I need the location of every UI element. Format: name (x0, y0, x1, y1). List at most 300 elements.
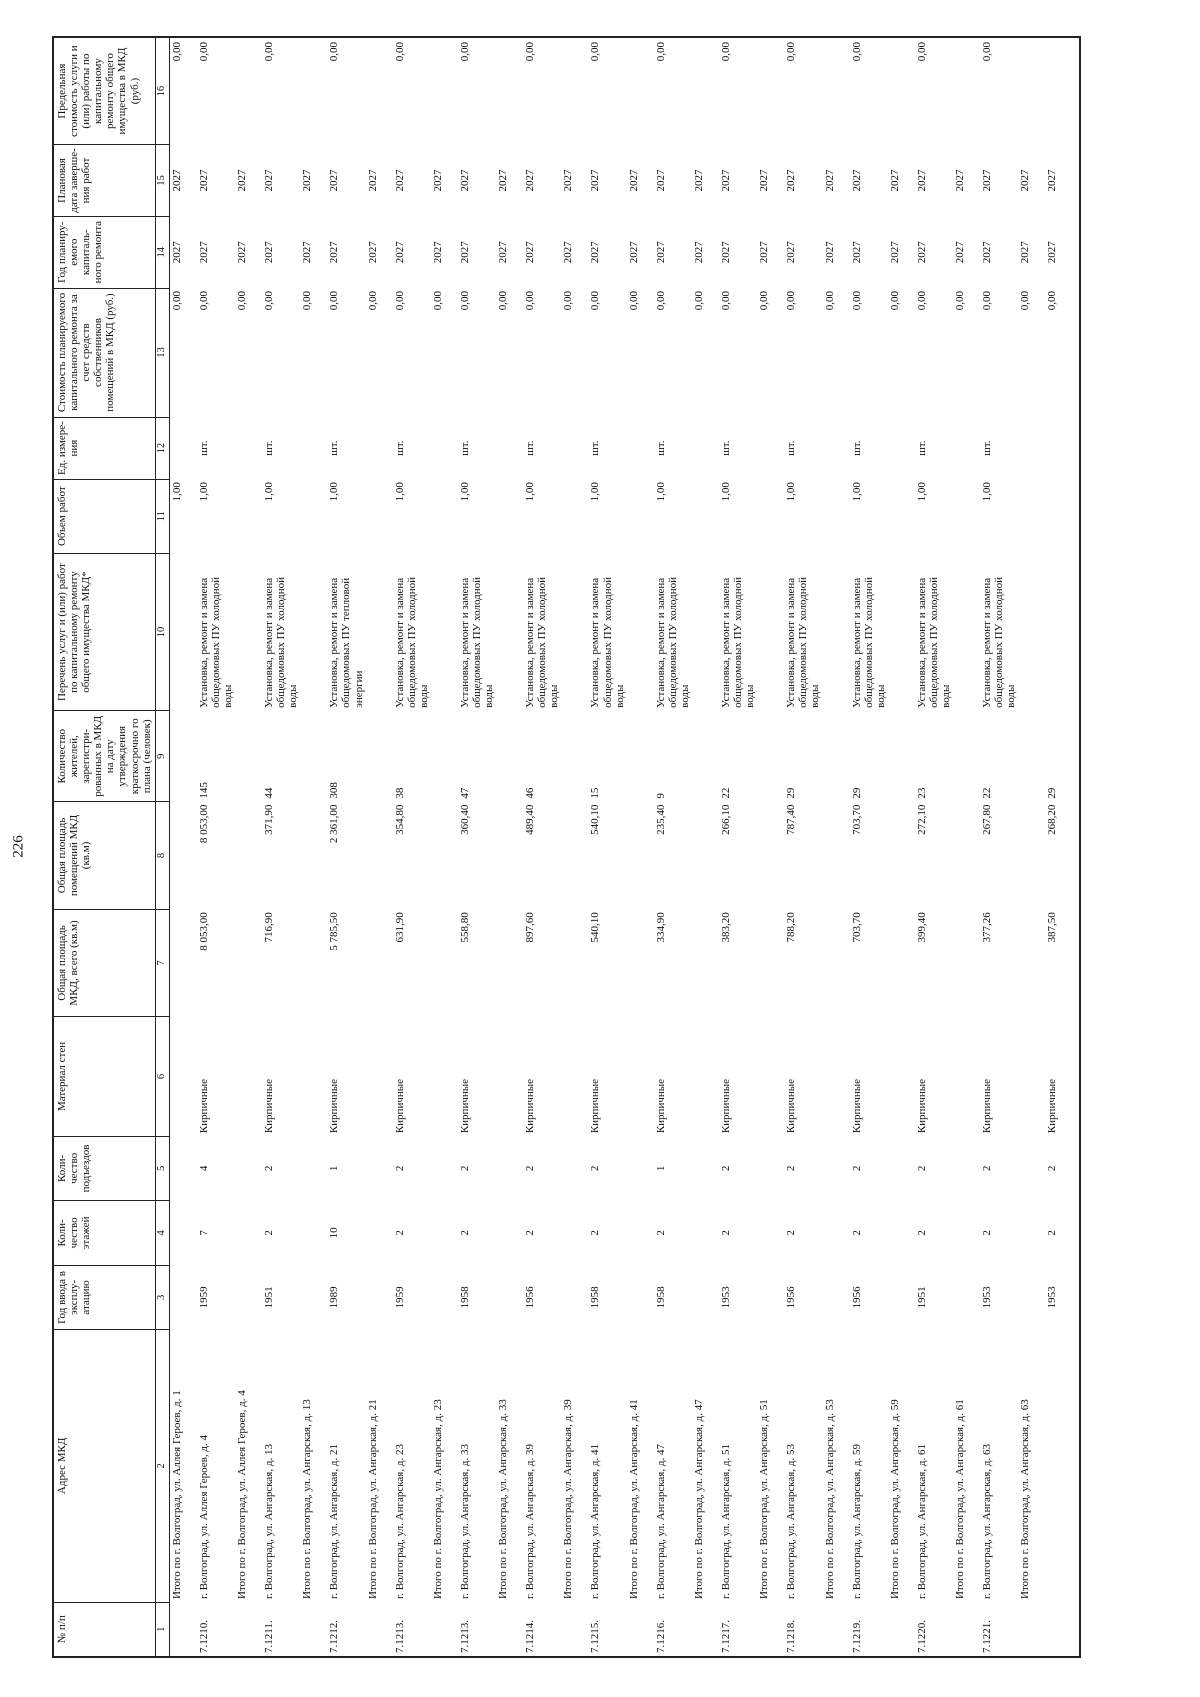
cell-residents: 308 (328, 782, 341, 799)
cell-entrances (692, 1136, 719, 1201)
cell-year-built: 1989 (328, 1286, 341, 1309)
cell-wall-material (823, 1017, 850, 1136)
cell-repair-year: 2027 (1019, 241, 1032, 264)
cell-floors: 2 (915, 1230, 928, 1236)
cell-num: 7.1217. (719, 1602, 757, 1657)
cell-work-list: Установка, ремонт и замена общедомовых ПУ холодной воды (720, 576, 757, 708)
total-row (300, 37, 327, 1657)
cell-volume (888, 479, 915, 553)
cell-cost: 0,00 (263, 291, 276, 311)
cell-work-list (888, 553, 915, 711)
cell-num (1045, 1602, 1080, 1657)
cell-area-rooms: 267,80 (981, 804, 994, 835)
cell-work-list (823, 553, 850, 711)
cell-wall-material: Кирпичные (720, 1078, 732, 1134)
cell-address: г. Волгоград, ул. Ангарская, д. 61 (915, 1444, 928, 1600)
cell-unit (300, 417, 327, 479)
cell-year-built: 1959 (197, 1286, 210, 1309)
cell-entrances (300, 1136, 327, 1201)
cell-address: г. Волгоград, ул. Ангарская, д. 53 (785, 1444, 798, 1600)
cell-wall-material (1018, 1017, 1045, 1136)
table-row (1045, 37, 1080, 1657)
table-row (915, 37, 953, 1657)
cell-wall-material: Кирпичные (458, 1078, 471, 1134)
cell-area-rooms: 489,40 (524, 804, 537, 835)
cell-repair-year: 2027 (524, 241, 537, 264)
cell-volume (496, 479, 523, 553)
cell-num: 7.1215. (588, 1602, 626, 1657)
cell-num: 7.1220. (915, 1602, 953, 1657)
cell-year-built: 1951 (263, 1286, 276, 1309)
cell-address: г. Волгоград, ул. Ангарская, д. 63 (981, 1444, 994, 1600)
cell-repair-year: 2027 (197, 241, 210, 264)
cell-cost: 0,00 (366, 291, 379, 311)
cell-volume: 1,00 (785, 482, 798, 502)
cell-limit-cost (823, 37, 850, 145)
cell-residents: 44 (263, 787, 276, 799)
cell-unit (1045, 417, 1080, 479)
cell-cost: 0,00 (693, 291, 705, 311)
cell-cost: 0,00 (393, 291, 406, 311)
cell-limit-cost (757, 37, 784, 145)
cell-residents (496, 711, 523, 802)
cell-residents (888, 711, 915, 802)
cell-residents: 47 (458, 787, 471, 799)
cell-address: г. Волгоград, ул. Ангарская, д. 21 (328, 1444, 341, 1600)
cell-address: Итого по г. Волгоград, ул. Ангарская, д. 51 (758, 1399, 771, 1600)
cell-work-list (300, 553, 327, 711)
cell-end-date: 2027 (562, 169, 575, 192)
cell-area-rooms (366, 802, 393, 910)
cell-area-total: 540,10 (589, 912, 602, 943)
cell-area-rooms: 787,40 (785, 804, 798, 835)
cell-cost: 0,00 (431, 291, 444, 311)
cell-volume: 1,00 (915, 482, 928, 502)
column-header-1: № п/п (53, 1602, 155, 1657)
cell-floors (953, 1201, 980, 1266)
cell-num (561, 1602, 588, 1657)
cell-floors: 7 (197, 1230, 210, 1236)
cell-area-rooms (823, 802, 850, 910)
cell-year-built: 1953 (1045, 1265, 1080, 1330)
table-row (393, 37, 431, 1657)
cell-area-total: 631,90 (393, 912, 406, 943)
cell-wall-material: Кирпичные (1045, 1017, 1080, 1136)
cell-cost: 0,00 (1045, 288, 1080, 417)
cell-wall-material (561, 1017, 588, 1136)
cell-unit (169, 417, 197, 479)
cell-end-date: 2027 (758, 169, 771, 192)
cell-entrances (1018, 1136, 1045, 1201)
total-row (823, 37, 850, 1657)
cell-unit (235, 417, 262, 479)
cell-cost: 0,00 (301, 291, 314, 311)
total-row (235, 37, 262, 1657)
column-header-14: Год планиру-емого капиталь-ного ремонта (53, 216, 155, 288)
cell-area-total (888, 909, 915, 1017)
cell-limit-cost: 0,00 (262, 37, 300, 145)
cell-end-date: 2027 (524, 169, 537, 192)
cell-area-total: 788,20 (785, 912, 798, 943)
cell-work-list: Установка, ремонт и замена общедомовых ПУ холодной воды (263, 576, 300, 708)
table-row (458, 37, 496, 1657)
cell-residents (757, 711, 784, 802)
column-header-5: Коли-чество подъездов (53, 1136, 155, 1201)
cell-floors: 10 (328, 1227, 341, 1239)
column-number-8: 8 (155, 802, 169, 910)
cell-num: 7.1221. (980, 1602, 1018, 1657)
cell-repair-year: 2027 (888, 241, 901, 264)
column-number-4: 4 (155, 1201, 169, 1266)
cell-entrances: 2 (589, 1165, 602, 1172)
cell-area-total: 5 785,50 (328, 912, 341, 951)
cell-year-built (366, 1265, 393, 1330)
table-row (523, 37, 561, 1657)
column-header-11: Объем работ (53, 479, 155, 553)
cell-year-built (1018, 1265, 1045, 1330)
cell-num: 7.1210. (197, 1602, 235, 1657)
cell-unit (1018, 417, 1045, 479)
cell-limit-cost: 0,00 (523, 37, 561, 145)
cell-num (496, 1602, 523, 1657)
total-row (627, 37, 654, 1657)
cell-area-total (757, 909, 784, 1017)
cell-address: г. Волгоград, ул. Ангарская, д. 51 (720, 1444, 732, 1600)
cell-limit-cost (692, 37, 719, 145)
cell-cost: 0,00 (850, 291, 863, 311)
cell-end-date: 2027 (785, 169, 798, 192)
cell-unit: шт. (654, 440, 667, 456)
cell-area-total (496, 909, 523, 1017)
cell-repair-year: 2027 (328, 241, 341, 264)
cell-end-date: 2027 (850, 169, 863, 192)
cell-work-list: Установка, ремонт и замена общедомовых ПУ холодной воды (589, 576, 626, 708)
column-number-row (155, 37, 169, 1657)
cell-work-list: Установка, ремонт и замена общедомовых ПУ холодной воды (981, 576, 1018, 708)
cell-year-built: 1953 (981, 1286, 994, 1309)
cell-area-total: 387,50 (1045, 909, 1080, 1017)
column-number-16: 16 (155, 37, 169, 145)
column-header-6: Материал стен (53, 1017, 155, 1136)
cell-residents (561, 711, 588, 802)
cell-cost: 0,00 (758, 291, 771, 311)
cell-area-total (561, 909, 588, 1017)
cell-unit (823, 417, 850, 479)
column-header-9: Количество жителей, зарегистри-рованных в МКД на дату утверждения краткосрочно го плана (человек) (53, 711, 155, 802)
cell-year-built (692, 1265, 719, 1330)
cell-num (169, 1602, 197, 1657)
cell-cost: 0,00 (785, 291, 798, 311)
column-header-15: Плановая дата заверше-ния работ (53, 145, 155, 217)
cell-floors (561, 1201, 588, 1266)
cell-year-built (888, 1265, 915, 1330)
cell-wall-material (300, 1017, 327, 1136)
cell-entrances (366, 1136, 393, 1201)
cell-year-built (561, 1265, 588, 1330)
cell-cost: 0,00 (589, 291, 602, 311)
cell-address: г. Волгоград, ул. Ангарская, д. 47 (654, 1444, 667, 1600)
cell-volume: 1,00 (981, 482, 994, 502)
cell-end-date: 2027 (627, 169, 640, 192)
cell-end-date: 2027 (888, 169, 901, 192)
cell-wall-material (953, 1017, 980, 1136)
cell-cost: 0,00 (954, 291, 967, 311)
cell-address: Итого по г. Волгоград, ул. Ангарская, д. 23 (431, 1399, 444, 1600)
cell-area-total (300, 909, 327, 1017)
total-row (561, 37, 588, 1657)
cell-end-date: 2027 (170, 169, 183, 192)
cell-end-date: 2027 (954, 169, 967, 192)
cell-area-total (235, 909, 262, 1017)
cell-entrances (953, 1136, 980, 1201)
cell-unit (692, 417, 719, 479)
cell-residents: 23 (915, 787, 928, 799)
cell-end-date: 2027 (431, 169, 444, 192)
cell-limit-cost (953, 37, 980, 145)
cell-unit: шт. (197, 440, 210, 456)
cell-unit (496, 417, 523, 479)
cell-unit (953, 417, 980, 479)
cell-end-date: 2027 (197, 169, 210, 192)
cell-volume (1018, 479, 1045, 553)
cell-residents (431, 711, 458, 802)
column-header-3: Год ввода в эксплу-атацию (53, 1265, 155, 1330)
cell-end-date: 2027 (915, 169, 928, 192)
cell-volume: 1,00 (263, 482, 276, 502)
cell-volume (627, 479, 654, 553)
cell-year-built: 1958 (589, 1286, 602, 1309)
cell-wall-material (757, 1017, 784, 1136)
cell-floors: 2 (720, 1230, 732, 1236)
cell-floors (1018, 1201, 1045, 1266)
table-row (654, 37, 692, 1657)
cell-repair-year: 2027 (366, 241, 379, 264)
cell-floors (169, 1201, 197, 1266)
cell-unit: шт. (458, 440, 471, 456)
cell-unit: шт. (850, 440, 863, 456)
cell-residents (300, 711, 327, 802)
cell-limit-cost: 0,00 (327, 37, 365, 145)
cell-repair-year: 2027 (627, 241, 640, 264)
table-row (327, 37, 365, 1657)
header-row (53, 37, 155, 1657)
cell-area-rooms (300, 802, 327, 910)
total-row (496, 37, 523, 1657)
cell-volume (823, 479, 850, 553)
cell-unit (888, 417, 915, 479)
cell-area-total: 8 053,00 (197, 912, 210, 951)
cell-floors: 2 (785, 1230, 798, 1236)
cell-area-total: 703,70 (850, 912, 863, 943)
total-row (888, 37, 915, 1657)
cell-floors: 2 (1045, 1201, 1080, 1266)
cell-end-date: 2027 (1019, 169, 1032, 192)
cell-limit-cost: 0,00 (915, 37, 953, 145)
cell-limit-cost (1018, 37, 1045, 145)
cell-repair-year: 2027 (785, 241, 798, 264)
cell-volume: 1,00 (458, 482, 471, 502)
cell-year-built (235, 1265, 262, 1330)
table-row (588, 37, 626, 1657)
cell-entrances (496, 1136, 523, 1201)
cell-area-rooms: 360,40 (458, 804, 471, 835)
cell-unit: шт. (785, 440, 798, 456)
cell-work-list (757, 553, 784, 711)
cell-residents (235, 711, 262, 802)
cell-work-list (1018, 553, 1045, 711)
cell-wall-material (169, 1017, 197, 1136)
cell-entrances (627, 1136, 654, 1201)
cell-unit (431, 417, 458, 479)
cell-limit-cost (235, 37, 262, 145)
cell-work-list (235, 553, 262, 711)
cell-address: Итого по г. Волгоград, ул. Ангарская, д. 33 (497, 1399, 510, 1600)
cell-wall-material: Кирпичные (981, 1078, 994, 1134)
cell-address: г. Волгоград, ул. Ангарская, д. 23 (393, 1444, 406, 1600)
cell-volume: 1,00 (197, 482, 210, 502)
total-row (1018, 37, 1045, 1657)
cell-limit-cost (366, 37, 393, 145)
cell-repair-year: 2027 (915, 241, 928, 264)
cell-end-date: 2027 (366, 169, 379, 192)
cell-residents: 22 (981, 787, 994, 799)
cell-residents (627, 711, 654, 802)
cell-residents (692, 711, 719, 802)
cell-end-date: 2027 (393, 169, 406, 192)
cell-work-list: Установка, ремонт и замена общедомовых ПУ холодной воды (785, 576, 822, 708)
cell-floors: 2 (981, 1230, 994, 1236)
cell-limit-cost: 0,00 (654, 37, 692, 145)
cell-cost: 0,00 (170, 291, 183, 311)
column-number-12: 12 (155, 417, 169, 479)
cell-num: 7.1211. (262, 1602, 300, 1657)
cell-wall-material (627, 1017, 654, 1136)
column-number-14: 14 (155, 216, 169, 288)
cell-wall-material (235, 1017, 262, 1136)
cell-area-rooms (953, 802, 980, 910)
cell-address: г. Волгоград, ул. Ангарская, д. 41 (589, 1444, 602, 1600)
cell-unit: шт. (263, 440, 276, 456)
cell-area-rooms: 8 053,00 (197, 804, 210, 844)
cell-wall-material: Кирпичные (393, 1078, 406, 1134)
cell-work-list (169, 553, 197, 711)
cell-repair-year: 2027 (236, 241, 249, 264)
cell-year-built (757, 1265, 784, 1330)
cell-limit-cost (496, 37, 523, 145)
cell-year-built: 1958 (458, 1286, 471, 1309)
cell-area-rooms (888, 802, 915, 910)
cell-area-rooms: 2 361,00 (328, 804, 341, 844)
cell-address (1045, 1330, 1080, 1602)
cell-num (953, 1602, 980, 1657)
cell-limit-cost: 0,00 (850, 37, 888, 145)
cell-end-date: 2027 (823, 169, 836, 192)
cell-area-rooms (692, 802, 719, 910)
cell-cost: 0,00 (562, 291, 575, 311)
cell-wall-material (888, 1017, 915, 1136)
cell-entrances: 2 (1045, 1136, 1080, 1201)
cell-end-date: 2027 (589, 169, 602, 192)
cell-work-list: Установка, ремонт и замена общедомовых ПУ холодной воды (458, 576, 496, 708)
cell-repair-year: 2027 (1045, 216, 1080, 288)
cell-work-list (953, 553, 980, 711)
column-number-9: 9 (155, 711, 169, 802)
cell-residents: 145 (197, 782, 210, 799)
cell-repair-year: 2027 (954, 241, 967, 264)
cell-limit-cost (1045, 37, 1080, 145)
column-number-11: 11 (155, 479, 169, 553)
cell-work-list (692, 553, 719, 711)
cell-year-built (627, 1265, 654, 1330)
cell-address: Итого по г. Волгоград, ул. Ангарская, д. 21 (366, 1399, 379, 1600)
cell-entrances: 2 (785, 1165, 798, 1172)
cell-unit (366, 417, 393, 479)
cell-address: Итого по г. Волгоград, ул. Ангарская, д. 63 (1019, 1399, 1032, 1600)
cell-cost: 0,00 (823, 291, 836, 311)
cell-residents (169, 711, 197, 802)
cell-residents (823, 711, 850, 802)
cell-repair-year: 2027 (758, 241, 771, 264)
cell-address: Итого по г. Волгоград, ул. Ангарская, д. 61 (954, 1399, 967, 1600)
cell-year-built (300, 1265, 327, 1330)
cell-area-rooms (496, 802, 523, 910)
cell-num (692, 1602, 719, 1657)
cell-residents (1018, 711, 1045, 802)
cell-entrances (757, 1136, 784, 1201)
cell-year-built: 1958 (654, 1286, 667, 1309)
cell-repair-year: 2027 (170, 241, 183, 264)
cell-repair-year: 2027 (823, 241, 836, 264)
cell-repair-year: 2027 (458, 241, 471, 264)
cell-address: г. Волгоград, ул. Ангарская, д. 39 (524, 1444, 537, 1600)
column-number-5: 5 (155, 1136, 169, 1201)
cell-repair-year: 2027 (393, 241, 406, 264)
cell-limit-cost (888, 37, 915, 145)
cell-area-total: 897,60 (524, 912, 537, 943)
cell-floors: 2 (393, 1230, 406, 1236)
cell-year-built: 1959 (393, 1286, 406, 1309)
cell-area-total: 399,40 (915, 912, 928, 943)
cell-work-list (366, 553, 393, 711)
cell-unit (757, 417, 784, 479)
cell-limit-cost (431, 37, 458, 145)
cell-entrances (888, 1136, 915, 1201)
cell-area-rooms (235, 802, 262, 910)
cell-floors (431, 1201, 458, 1266)
cell-area-rooms (1018, 802, 1045, 910)
cell-limit-cost: 0,00 (458, 37, 496, 145)
page-number: 226 (10, 835, 27, 858)
cell-repair-year: 2027 (589, 241, 602, 264)
cell-end-date: 2027 (693, 169, 705, 192)
cell-cost: 0,00 (720, 291, 732, 311)
total-row (169, 37, 197, 1657)
cell-residents: 46 (524, 787, 537, 799)
cell-area-total: 377,26 (981, 912, 994, 943)
cell-num (235, 1602, 262, 1657)
cell-residents (953, 711, 980, 802)
cell-year-built (496, 1265, 523, 1330)
cell-wall-material: Кирпичные (915, 1078, 928, 1134)
cell-unit: шт. (981, 440, 994, 456)
cell-entrances (169, 1136, 197, 1201)
cell-cost: 0,00 (888, 291, 901, 311)
cell-entrances: 2 (915, 1165, 928, 1172)
cell-year-built: 1956 (524, 1286, 537, 1309)
cell-end-date: 2027 (301, 169, 314, 192)
cell-floors: 2 (589, 1230, 602, 1236)
cell-residents: 29 (1045, 711, 1080, 802)
